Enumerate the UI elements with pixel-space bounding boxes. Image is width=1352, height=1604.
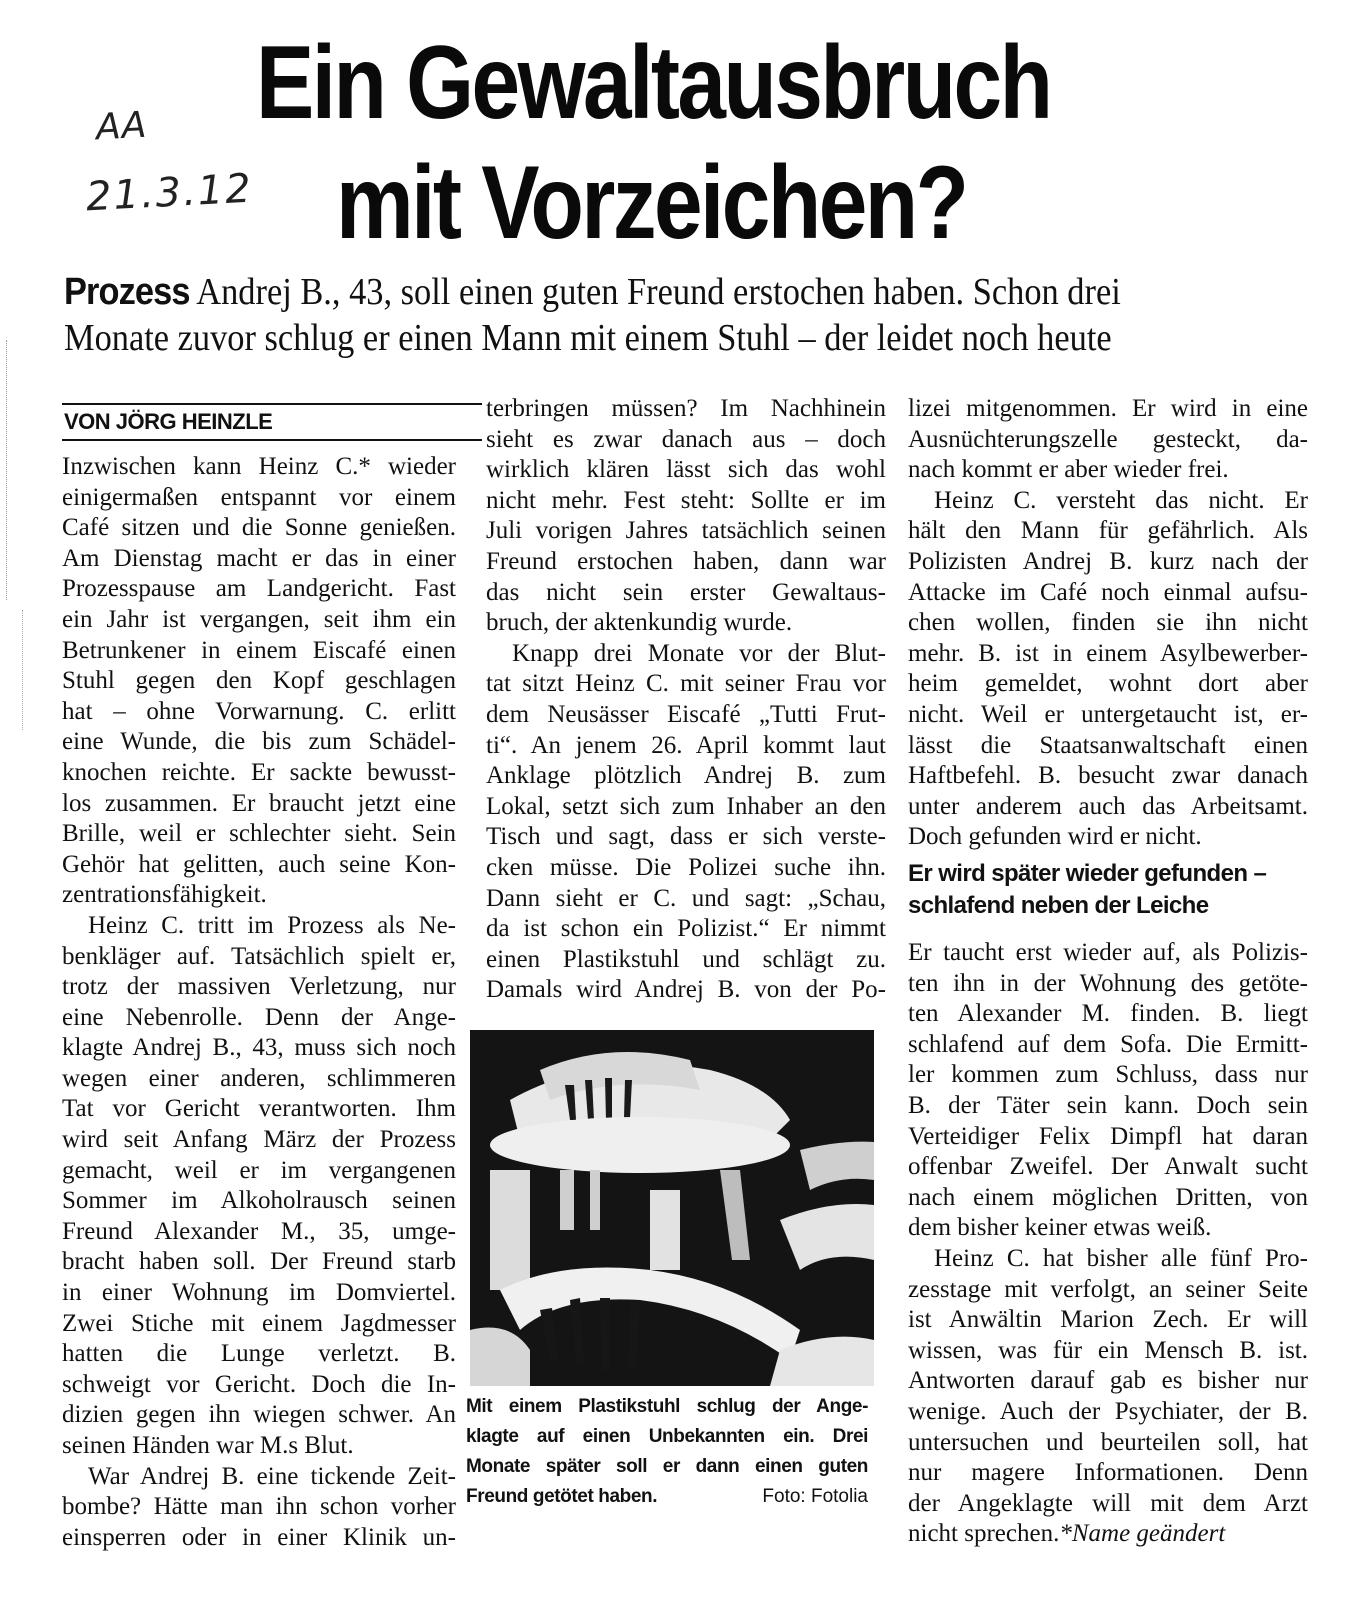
name-changed-footnote: *Name geändert: [1059, 1520, 1226, 1548]
headline-line-1: Ein Gewaltausbruch: [256, 25, 1051, 141]
article-line: da ist schon ein Polizist.“ Er nimmt: [486, 915, 886, 943]
article-line: lizei mitgenommen. Er wird in eine: [908, 395, 1308, 422]
article-line: Dann sieht er C. und sagt: „Schau,: [486, 884, 886, 912]
caption-final-line: [466, 1482, 868, 1512]
deck-kicker: Prozess: [64, 271, 190, 313]
article-line: ler kommen zum Schluss, dass nur: [908, 1061, 1308, 1089]
article-line: Freund erstochen haben, dann war: [486, 547, 886, 575]
subheading-line-2: schlafend neben der Leiche: [908, 892, 1209, 919]
caption-line: Freund getötet haben.: [466, 1486, 658, 1507]
article-line: einsperren oder in einer Klinik un-: [62, 1523, 456, 1551]
article-line: sieht es zwar danach aus – doch: [486, 425, 886, 453]
scan-edge-line: [22, 610, 24, 730]
article-line: ten ihn in der Wohnung des getöte-: [908, 969, 1308, 997]
article-line: eine Nebenrolle. Denn der Ange-: [62, 1003, 456, 1031]
article-line: B. der Täter sein kann. Doch sein: [908, 1091, 1308, 1119]
article-line: terbringen müssen? Im Nachhinein: [486, 395, 886, 422]
article-line: Haftbefehl. B. besucht zwar danach: [908, 762, 1308, 790]
article-line: offenbar Zweifel. Der Anwalt sucht: [908, 1153, 1308, 1181]
article-line: wenige. Auch der Psychiater, der B.: [908, 1397, 1308, 1425]
article-line: untersuchen und beurteilen soll, hat: [908, 1428, 1308, 1456]
article-column-2: [486, 394, 886, 1006]
article-line: Tisch und sagt, dass er sich verste-: [486, 823, 886, 851]
article-line: Gehör hat gelitten, auch seine Kon-: [62, 850, 456, 878]
article-line: Lokal, setzt sich zum Inhaber an den: [486, 792, 886, 820]
article-line: unter anderem auch das Arbeitsamt.: [908, 792, 1308, 820]
article-line: gemacht, weil er im vergangenen: [62, 1156, 456, 1184]
article-line: zentrationsfähigkeit.: [62, 881, 267, 909]
article-line: Ausnüchterungszelle gesteckt, da-: [908, 425, 1308, 453]
article-line: nur magere Informationen. Denn: [908, 1459, 1308, 1487]
article-line: Polizisten Andrej B. kurz nach der: [908, 547, 1308, 575]
handwritten-date-note: 21.3.12: [84, 165, 254, 221]
headline-line-2: mit Vorzeichen?: [336, 145, 967, 261]
article-line: ist Anwältin Marion Zech. Er will: [908, 1306, 1308, 1334]
article-line: ten Alexander M. finden. B. liegt: [908, 1000, 1308, 1028]
article-line: klagte Andrej B., 43, muss sich noch: [62, 1034, 456, 1062]
article-line: Heinz C. versteht das nicht. Er: [934, 486, 1308, 514]
article-line: hat – ohne Vorwarnung. C. erlitt: [62, 697, 456, 725]
article-line: schweigt vor Gericht. Doch die In-: [62, 1370, 456, 1398]
article-line: seinen Händen war M.s Blut.: [62, 1432, 354, 1459]
article-line: bombe? Hätte man ihn schon vorher: [62, 1493, 456, 1521]
article-line: Heinz C. tritt im Prozess als Ne-: [88, 911, 456, 939]
article-line: Prozesspause am Landgericht. Fast: [62, 575, 456, 603]
article-line: Heinz C. hat bisher alle fünf Pro-: [934, 1244, 1308, 1272]
caption-line: Monate später soll er dann einen guten: [466, 1456, 868, 1477]
article-line: War Andrej B. eine tickende Zeit-: [88, 1462, 456, 1490]
scan-edge-line: [6, 340, 8, 600]
article-line: bruch, der aktenkundig wurde.: [486, 609, 793, 637]
article-line: hält den Mann für gefährlich. Als: [908, 517, 1308, 545]
article-line: nicht sprechen.: [908, 1520, 1060, 1548]
article-line: Am Dienstag macht er das in einer: [62, 544, 456, 572]
article-line: bracht haben soll. Der Freund starb: [62, 1248, 456, 1276]
article-line: Stuhl gegen den Kopf geschlagen: [62, 667, 456, 695]
article-column-3: [908, 394, 1308, 853]
article-line: benkläger auf. Tatsächlich spielt er,: [62, 942, 456, 970]
article-line: dizien gegen ihn wiegen schwer. An: [62, 1401, 456, 1429]
article-line: nicht mehr. Fest steht: Sollte er im: [486, 486, 886, 514]
article-line: ein Jahr ist vergangen, seit ihm ein: [62, 605, 456, 633]
article-line: Er taucht erst wieder auf, als Polizis-: [908, 939, 1308, 966]
deck-line-2: Monate zuvor schlug er einen Mann mit einem Stuhl – der leidet noch heute: [64, 317, 1112, 359]
article-line: dem bisher keiner etwas weiß.: [908, 1214, 1212, 1242]
article-line: wird seit Anfang März der Prozess: [62, 1126, 456, 1154]
article-line: los zusammen. Er braucht jetzt eine: [62, 789, 456, 817]
article-line: lässt die Staatsanwaltschaft einen: [908, 731, 1308, 759]
article-line: Betrunkener in einem Eiscafé einen: [62, 636, 456, 664]
article-line: einen Plastikstuhl und schlägt zu.: [486, 945, 886, 973]
article-line: einigermaßen entspannt vor einem: [62, 483, 456, 511]
article-line: wegen einer anderen, schlimmeren: [62, 1064, 456, 1092]
photo-caption: [466, 1392, 868, 1512]
article-line: Café sitzen und die Sonne genießen.: [62, 514, 456, 542]
article-line: der Angeklagte will mit dem Arzt: [908, 1489, 1308, 1517]
deck-line-1: [64, 270, 1193, 314]
article-column-3-continued: [908, 938, 1308, 1550]
article-line: Tat vor Gericht verantworten. Ihm: [62, 1095, 456, 1123]
article-last-line: [908, 1519, 1308, 1550]
article-line: tat sitzt Heinz C. mit seiner Frau vor: [486, 670, 886, 698]
article-line: nicht. Weil er untergetaucht ist, er-: [908, 700, 1308, 728]
article-line: Brille, weil er schlechter sieht. Sein: [62, 820, 456, 848]
byline: VON JÖRG HEINZLE: [62, 403, 482, 441]
article-line: Zwei Stiche mit einem Jagdmesser: [62, 1309, 456, 1337]
subheading: [908, 858, 1308, 922]
article-line: eine Wunde, die bis zum Schädel-: [62, 728, 456, 756]
article-line: Inzwischen kann Heinz C.* wieder: [62, 453, 456, 480]
article-line: mehr. B. ist in einem Asylbewerber-: [908, 639, 1308, 667]
deck-line-1-text: Andrej B., 43, soll einen guten Freund erstochen haben. Schon drei: [189, 271, 1121, 313]
article-line: schlafend auf dem Sofa. Die Ermitt-: [908, 1030, 1308, 1058]
article-line: ti“. An jenem 26. April kommt laut: [486, 731, 886, 759]
article-line: Anklage plötzlich Andrej B. zum: [486, 762, 886, 790]
article-line: hatten die Lunge verletzt. B.: [62, 1340, 456, 1368]
handwritten-source-note: AA: [94, 104, 149, 149]
caption-line: Mit einem Plastikstuhl schlug der Ange-: [466, 1396, 868, 1417]
article-line: Doch gefunden wird er nicht.: [908, 823, 1202, 851]
article-line: Verteidiger Felix Dimpfl hat daran: [908, 1122, 1308, 1150]
article-line: nach kommt er aber wieder frei.: [908, 456, 1229, 484]
article-column-1: [62, 452, 456, 1553]
chairs-photo-drawing: [470, 1030, 874, 1386]
caption-line: klagte auf einen Unbekannten ein. Drei: [466, 1426, 868, 1447]
article-line: das nicht sein erster Gewaltaus-: [486, 578, 886, 606]
article-line: Antworten darauf gab es bisher nur: [908, 1367, 1308, 1395]
article-line: chen wollen, finden sie ihn nicht: [908, 609, 1308, 637]
article-line: Sommer im Alkoholrausch seinen: [62, 1187, 456, 1215]
photo-plastic-chairs-icon: [470, 1030, 874, 1386]
article-line: nach einem möglichen Dritten, von: [908, 1183, 1308, 1211]
article-line: Freund Alexander M., 35, umge-: [62, 1217, 456, 1245]
photo-credit: Foto: Fotolia: [762, 1486, 868, 1507]
subheading-line-1: Er wird später wieder gefunden –: [908, 860, 1267, 887]
article-line: zesstage mit verfolgt, an seiner Seite: [908, 1275, 1308, 1303]
article-line: in einer Wohnung im Domviertel.: [62, 1279, 456, 1307]
article-line: cken müsse. Die Polizei suche ihn.: [486, 853, 886, 881]
article-line: dem Neusässer Eiscafé „Tutti Frut-: [486, 700, 886, 728]
article-line: Juli vorigen Jahres tatsächlich seinen: [486, 517, 886, 545]
article-line: Damals wird Andrej B. von der Po-: [486, 976, 886, 1004]
article-line: wissen, was für ein Mensch B. ist.: [908, 1336, 1308, 1364]
article-line: heim gemeldet, wohnt dort aber: [908, 670, 1308, 698]
article-line: knochen reichte. Er sackte bewusst-: [62, 758, 456, 786]
article-line: Attacke im Café noch einmal aufsu-: [908, 578, 1308, 606]
article-line: Knapp drei Monate vor der Blut-: [512, 639, 886, 667]
article-line: wirklich klären lässt sich das wohl: [486, 456, 886, 484]
article-line: trotz der massiven Verletzung, nur: [62, 973, 456, 1001]
